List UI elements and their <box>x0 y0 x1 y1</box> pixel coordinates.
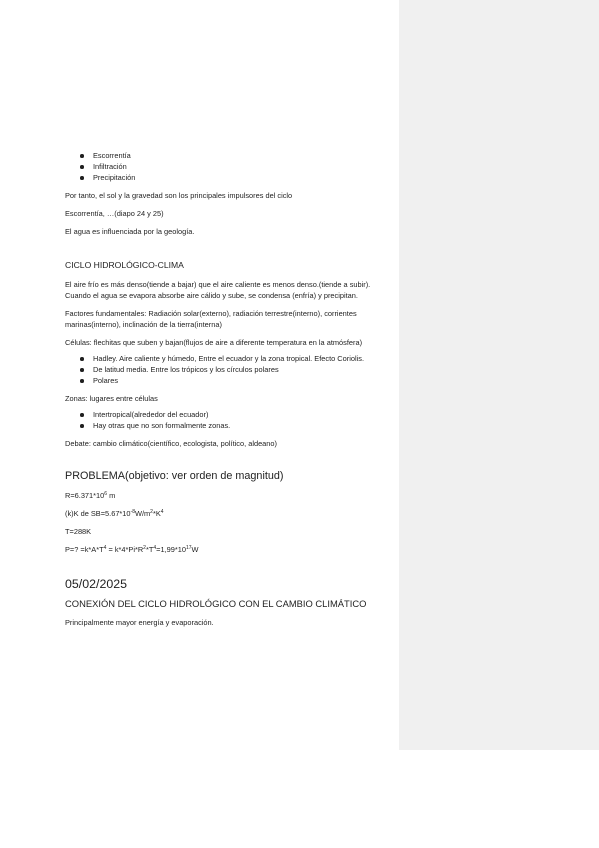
date-heading: 05/02/2025 <box>65 577 128 591</box>
list-item: Intertropical(alrededor del ecuador) <box>93 409 395 420</box>
list-item: Escorrentía <box>93 150 395 161</box>
bullet-list-top <box>65 150 395 183</box>
paragraph: El agua es influenciada por la geología. <box>65 227 195 236</box>
paragraph: Factores fundamentales: Radiación solar(externo), radiación terrestre(interno), corrientes marinas(interno), inclinación de la tierra(interna) <box>65 309 357 329</box>
paragraph: El aire frío es más denso(tiende a bajar) que el aire caliente es menos denso.(tiende a subir). Cuando el agua se evapora absorbe aire cálido y sube, se condensa (enfría) y precipitan. <box>65 280 371 300</box>
paragraph: Escorrentía, …(diapo 24 y 25) <box>65 209 164 218</box>
section-heading-conexion: CONEXIÓN DEL CICLO HIDROLÓGICO CON EL CAMBIO CLIMÁTICO <box>65 598 367 609</box>
list-item: Infiltración <box>93 161 395 172</box>
list-item: Hay otras que no son formalmente zonas. <box>93 420 395 431</box>
paragraph: Zonas: lugares entre células <box>65 394 158 403</box>
comment-sidebar <box>399 0 599 750</box>
paragraph: Principalmente mayor energía y evaporación. <box>65 618 214 627</box>
formula-power: P=? $=k*A*T^4 = k*4*Pi*R^2*T^4=1,99*10^{17}W$ <box>65 545 199 554</box>
paragraph: Células: flechitas que suben y bajan(flujos de aire a diferente temperatura en la atmósfera) <box>65 338 363 347</box>
bullet-list-zones <box>65 409 395 431</box>
list-item: Hadley. Aire caliente y húmedo, Entre el ecuador y la zona tropical. Efecto Coriolis. <box>93 353 395 364</box>
section-heading-problema: PROBLEMA(objetivo: ver orden de magnitud) <box>65 470 284 482</box>
section-heading-clima: CICLO HIDROLÓGICO-CLIMA <box>65 260 184 270</box>
list-item: Polares <box>93 375 395 386</box>
formula-radius: $R=6.371*10^6$ m <box>65 491 116 500</box>
list-item: De latitud media. Entre los trópicos y los círculos polares <box>93 364 395 375</box>
document-page <box>65 150 395 628</box>
paragraph: Debate: cambio climático(científico, ecologista, político, aldeano) <box>65 439 277 448</box>
formula-temperature: T=288K <box>65 527 92 536</box>
formula-boltzmann: (k)K de $SB=5.67*10^{-8}W/m^2*K^4$ <box>65 509 164 518</box>
bullet-list-cells <box>65 353 395 386</box>
list-item: Precipitación <box>93 172 395 183</box>
paragraph: Por tanto, el sol y la gravedad son los principales impulsores del ciclo <box>65 191 293 200</box>
